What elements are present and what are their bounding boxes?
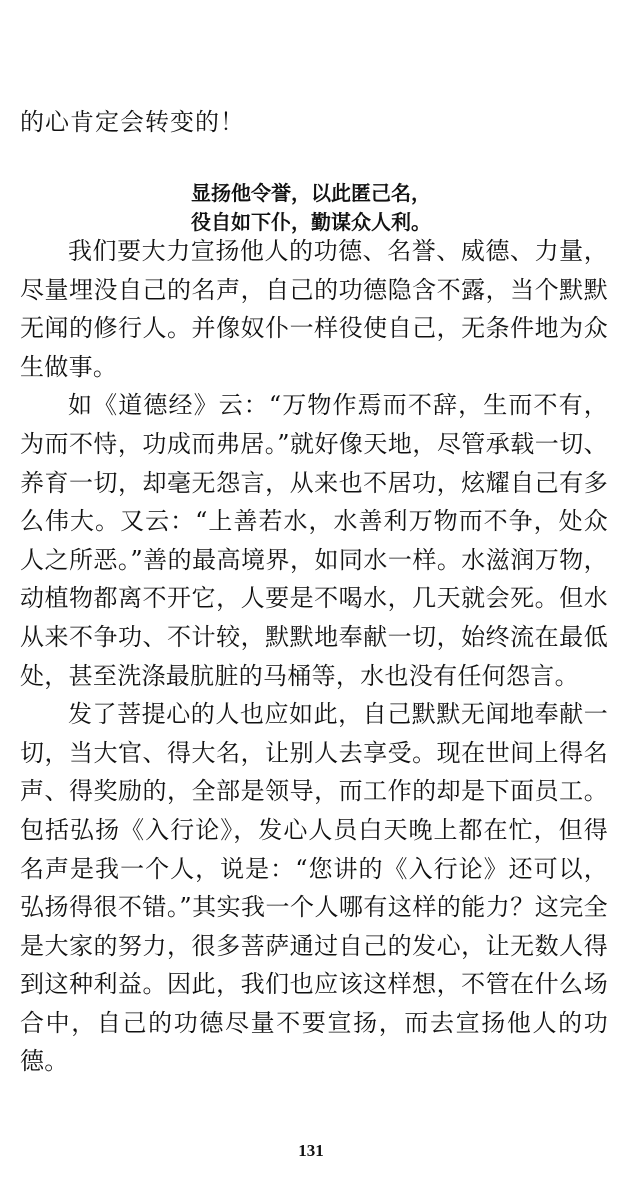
verse-line-2: 役自如下仆，勤谋众人利。	[191, 210, 431, 234]
verse-line-1: 显扬他令誉，以此匿己名，	[191, 181, 431, 205]
paragraph-2: 如《道德经》云：“万物作焉而不辞，生而不有，为而不恃，功成而弗居。”就好像天地，尽管承载一切、养育一切，却毫无怨言，从来也不居功，炫耀自己有多么伟大。又云：“上善若水，水善利万物而不争，处众人之所恶。”善的最高境界，如同水一样。水滋润万物，动植物都离不开它，人要是不喝水，几天就会死。但水从来不争功、不计较，默默地奉献一切，始终流在最低处，甚至洗涤最肮脏的马桶等，水也没有任何怨言。	[20, 391, 608, 690]
verse-block	[0, 179, 622, 237]
body-text	[20, 232, 608, 1081]
paragraph-3: 发了菩提心的人也应如此，自己默默无闻地奉献一切，当大官、得大名，让别人去享受。现在世间上得名声、得奖励的，全部是领导，而工作的却是下面员工。包括弘扬《入行论》，发心人员白天晚上都在忙，但得名声是我一个人，说是：“您讲的《入行论》还可以，弘扬得很不错。”其实我一个人哪有这样的能力？这完全是大家的努力，很多菩萨通过自己的发心，让无数人得到这种利益。因此，我们也应该这样想，不管在什么场合中，自己的功德尽量不要宣扬，而去宣扬他人的功德。	[20, 700, 608, 1076]
page-number: 131	[298, 1141, 324, 1160]
paragraph-1: 我们要大力宣扬他人的功德、名誉、威德、力量，尽量埋没自己的名声，自己的功德隐含不露，当个默默无闻的修行人。并像奴仆一样役使自己，无条件地为众生做事。	[20, 237, 608, 381]
continued-text-line: 的心肯定会转变的！	[20, 108, 245, 136]
